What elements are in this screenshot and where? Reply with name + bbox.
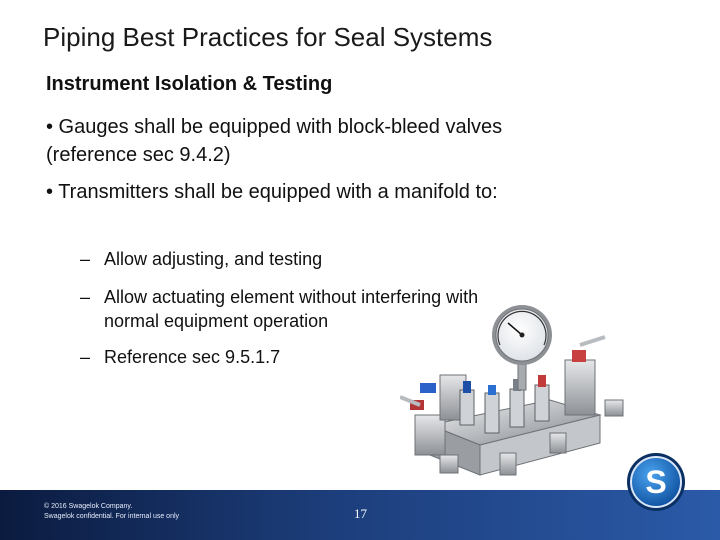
bullet-gauges: • Gauges shall be equipped with block-bleed valves (reference sec 9.4.2) <box>46 116 503 166</box>
subbullet-text-continued: normal equipment operation <box>104 311 329 331</box>
manifold-gauge-illustration <box>400 305 630 495</box>
subbullet-text: Allow adjusting, and testing <box>104 249 323 269</box>
slide-subtitle: Instrument Isolation & Testing <box>46 73 333 95</box>
confidential-line: Swagelok confidential. For internal use only <box>44 513 180 520</box>
dash-marker: – <box>80 287 91 307</box>
swagelok-logo-icon <box>626 452 686 512</box>
page-number: 17 <box>354 506 367 521</box>
subbullet-text: Allow actuating element without interfering with <box>104 287 479 307</box>
bullet-transmitters: • Transmitters shall be equipped with a manifold to: <box>46 181 498 203</box>
subbullet-text: Reference sec 9.5.1.7 <box>104 347 281 367</box>
copyright-line: © 2016 Swagelok Company. <box>44 503 133 510</box>
slide-title: Piping Best Practices for Seal Systems <box>43 22 493 52</box>
dash-marker: – <box>80 347 91 367</box>
subbullet-reference <box>80 345 280 369</box>
dash-marker: – <box>80 249 91 269</box>
copyright-notice <box>44 502 179 522</box>
subbullet-adjusting <box>80 247 322 271</box>
footer-bar <box>0 490 720 540</box>
logo-letter: S <box>645 464 667 500</box>
